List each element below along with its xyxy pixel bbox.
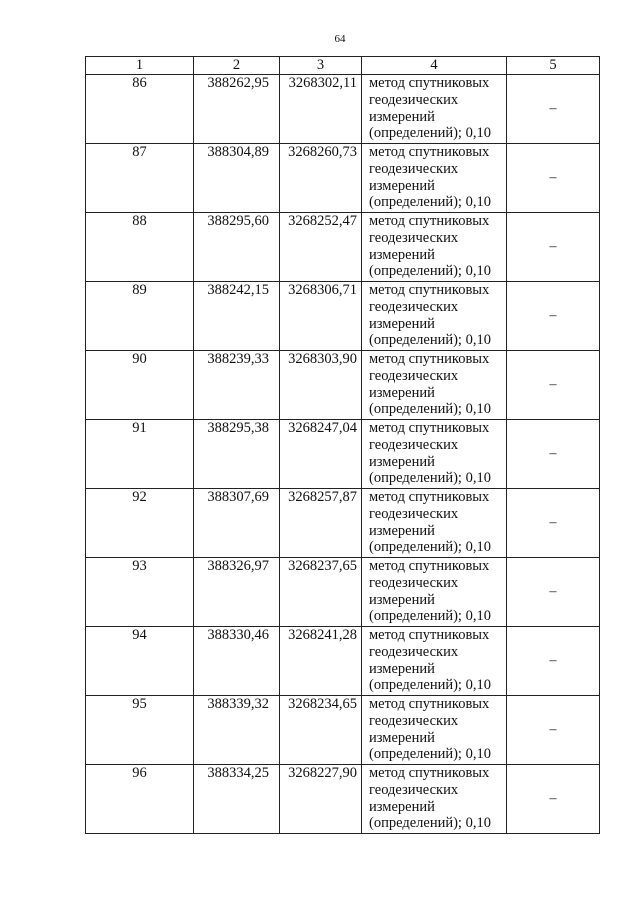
- coordinate-y: 3268234,65: [280, 696, 362, 765]
- note-cell: –: [507, 420, 600, 489]
- column-header: 3: [280, 57, 362, 75]
- table-row: [86, 144, 600, 213]
- coordinate-x: 388239,33: [194, 351, 280, 420]
- table-row: [86, 627, 600, 696]
- coordinate-x: 388326,97: [194, 558, 280, 627]
- point-number: 92: [86, 489, 194, 558]
- method-cell: метод спутниковых геодезических измерений (определений); 0,10: [362, 627, 507, 696]
- method-cell: метод спутниковых геодезических измерений (определений); 0,10: [362, 489, 507, 558]
- table-header-row: [86, 57, 600, 75]
- note-cell: –: [507, 696, 600, 765]
- method-cell: метод спутниковых геодезических измерений (определений); 0,10: [362, 765, 507, 834]
- note-cell: –: [507, 144, 600, 213]
- note-cell: –: [507, 213, 600, 282]
- table-row: [86, 489, 600, 558]
- point-number: 96: [86, 765, 194, 834]
- coordinate-x: 388334,25: [194, 765, 280, 834]
- coordinate-x: 388304,89: [194, 144, 280, 213]
- table-row: [86, 765, 600, 834]
- note-cell: –: [507, 75, 600, 144]
- point-number: 91: [86, 420, 194, 489]
- coordinate-y: 3268252,47: [280, 213, 362, 282]
- coordinate-y: 3268257,87: [280, 489, 362, 558]
- note-cell: –: [507, 351, 600, 420]
- table-row: [86, 558, 600, 627]
- method-cell: метод спутниковых геодезических измерений (определений); 0,10: [362, 351, 507, 420]
- method-cell: метод спутниковых геодезических измерений (определений); 0,10: [362, 144, 507, 213]
- note-cell: –: [507, 282, 600, 351]
- coordinate-y: 3268260,73: [280, 144, 362, 213]
- point-number: 86: [86, 75, 194, 144]
- point-number: 87: [86, 144, 194, 213]
- method-cell: метод спутниковых геодезических измерений (определений); 0,10: [362, 213, 507, 282]
- note-cell: –: [507, 558, 600, 627]
- coordinate-y: 3268302,11: [280, 75, 362, 144]
- coordinate-x: 388330,46: [194, 627, 280, 696]
- coordinate-x: 388339,32: [194, 696, 280, 765]
- table-row: [86, 696, 600, 765]
- method-cell: метод спутниковых геодезических измерений (определений); 0,10: [362, 558, 507, 627]
- coordinate-x: 388307,69: [194, 489, 280, 558]
- note-cell: –: [507, 489, 600, 558]
- coordinate-x: 388295,38: [194, 420, 280, 489]
- coordinate-x: 388242,15: [194, 282, 280, 351]
- point-number: 89: [86, 282, 194, 351]
- point-number: 94: [86, 627, 194, 696]
- table-row: [86, 351, 600, 420]
- column-header: 4: [362, 57, 507, 75]
- table-row: [86, 282, 600, 351]
- coordinate-y: 3268247,04: [280, 420, 362, 489]
- point-number: 95: [86, 696, 194, 765]
- page-number: 64: [334, 33, 346, 45]
- point-number: 90: [86, 351, 194, 420]
- note-cell: –: [507, 627, 600, 696]
- coordinate-y: 3268306,71: [280, 282, 362, 351]
- method-cell: метод спутниковых геодезических измерений (определений); 0,10: [362, 696, 507, 765]
- table-row: [86, 213, 600, 282]
- point-number: 88: [86, 213, 194, 282]
- coordinate-y: 3268303,90: [280, 351, 362, 420]
- coordinate-x: 388295,60: [194, 213, 280, 282]
- coordinates-table: [85, 56, 600, 834]
- point-number: 93: [86, 558, 194, 627]
- table-row: [86, 75, 600, 144]
- note-cell: –: [507, 765, 600, 834]
- column-header: 2: [194, 57, 280, 75]
- coordinate-y: 3268241,28: [280, 627, 362, 696]
- coordinate-y: 3268237,65: [280, 558, 362, 627]
- column-header: 1: [86, 57, 194, 75]
- method-cell: метод спутниковых геодезических измерений (определений); 0,10: [362, 420, 507, 489]
- column-header: 5: [507, 57, 600, 75]
- table-row: [86, 420, 600, 489]
- method-cell: метод спутниковых геодезических измерений (определений); 0,10: [362, 282, 507, 351]
- coordinate-y: 3268227,90: [280, 765, 362, 834]
- coordinate-x: 388262,95: [194, 75, 280, 144]
- method-cell: метод спутниковых геодезических измерений (определений); 0,10: [362, 75, 507, 144]
